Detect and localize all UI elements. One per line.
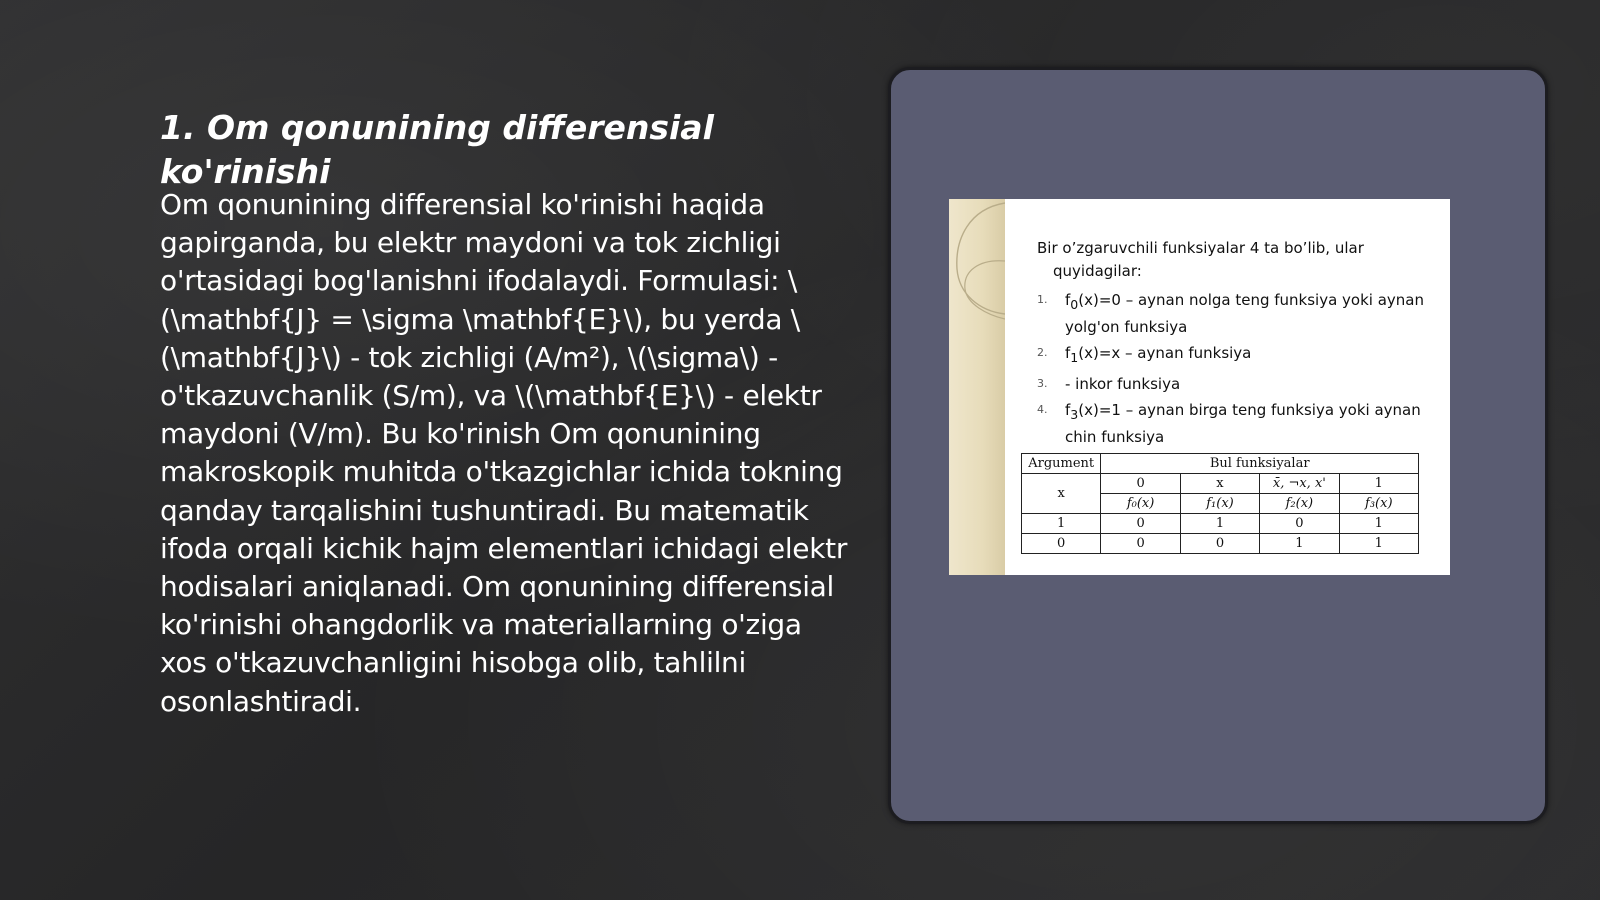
- func-subscript: 1: [1070, 350, 1079, 365]
- table-cell: 0: [1101, 514, 1180, 534]
- function-list: [1037, 289, 1427, 452]
- table-func-header: f₂(x): [1260, 494, 1339, 514]
- table-row: [1022, 514, 1419, 534]
- list-number: 1.: [1037, 293, 1048, 306]
- func-subscript: 3: [1070, 407, 1079, 422]
- slide-body-text: Om qonunining differensial ko'rinishi haqida gapirganda, bu elektr maydoni va tok zichligi o'rtasidagi bog'lanishni ifodalaydi. Formulasi: \(\mathbf{J} = \sigma \mathbf{E}\), bu yerda \(\mathbf{J}\) - tok zichligi (A/m²), \(\sigma\) - o'tkazuvchanlik (S/m), va \(\mathbf{E}\) - elektr maydoni (V/m). Bu ko'rinish Om qonunining makroskopik muhitda o'tkazgichlar ichida tokning qanday tarqalishini tushuntiradi. Bu matematik ifoda orqali kichik hajm elementlari ichidagi elektr hodisalari aniqlanadi. Om qonunining differensial ko'rinishi ohangdorlik va materiallarning o'ziga xos o'tkazuvchanligini hisobga olib, tahlilni osonlashtiradi.: [160, 188, 848, 718]
- table-func-header: f₃(x): [1339, 494, 1418, 514]
- list-item: [1037, 373, 1427, 395]
- table-cell: 1: [1022, 514, 1101, 534]
- table-cell: 1: [1339, 534, 1418, 554]
- table-cell: 1: [1260, 534, 1339, 554]
- table-cell: 1: [1180, 514, 1259, 534]
- func-text: (x)=x – aynan funksiya: [1078, 344, 1252, 362]
- list-item: [1037, 289, 1427, 338]
- func-name: f: [1065, 344, 1071, 362]
- decorative-arcs: [949, 199, 1005, 575]
- table-cell: 0: [1022, 534, 1101, 554]
- figure-intro-line2: quyidagilar:: [1053, 262, 1142, 280]
- func-name: f: [1065, 291, 1071, 309]
- list-number: 2.: [1037, 346, 1048, 359]
- func-text: (x)=0 – aynan nolga teng funksiya yoki aynan yolg'on funksiya: [1065, 291, 1424, 336]
- table-cell: 0: [1260, 514, 1339, 534]
- table-value-header: 0: [1101, 474, 1180, 494]
- func-name: f: [1065, 401, 1071, 419]
- slide-title: 1. Om qonunining differensial ko'rinishi: [160, 108, 714, 191]
- table-row: [1022, 534, 1419, 554]
- decorative-band: [949, 199, 1005, 575]
- func-text: (x)=1 – aynan birga teng funksiya yoki aynan chin funksiya: [1065, 401, 1421, 446]
- truth-table: [1021, 453, 1419, 554]
- figure-intro-line1: Bir o’zgaruvchili funksiyalar 4 ta bo’lib, ular: [1037, 239, 1364, 257]
- figure-intro: [1037, 237, 1427, 283]
- table-header-argument: Argument: [1022, 454, 1101, 474]
- table-value-header: 1: [1339, 474, 1418, 494]
- func-subscript: 0: [1070, 297, 1079, 312]
- table-func-header: f₁(x): [1180, 494, 1259, 514]
- table-arg-var: x: [1022, 474, 1101, 514]
- table-cell: 0: [1101, 534, 1180, 554]
- table-func-header: f₀(x): [1101, 494, 1180, 514]
- func-text: - inkor funksiya: [1065, 375, 1181, 393]
- table-value-header: x̄, ¬x, x': [1260, 474, 1339, 494]
- functions-figure: [949, 199, 1450, 575]
- table-value-header: x: [1180, 474, 1259, 494]
- list-number: 4.: [1037, 403, 1048, 416]
- table-cell: 1: [1339, 514, 1418, 534]
- list-number: 3.: [1037, 377, 1048, 390]
- table-cell: 0: [1180, 534, 1259, 554]
- list-item: [1037, 399, 1427, 448]
- table-header-group: Bul funksiyalar: [1101, 454, 1419, 474]
- list-item: [1037, 342, 1427, 369]
